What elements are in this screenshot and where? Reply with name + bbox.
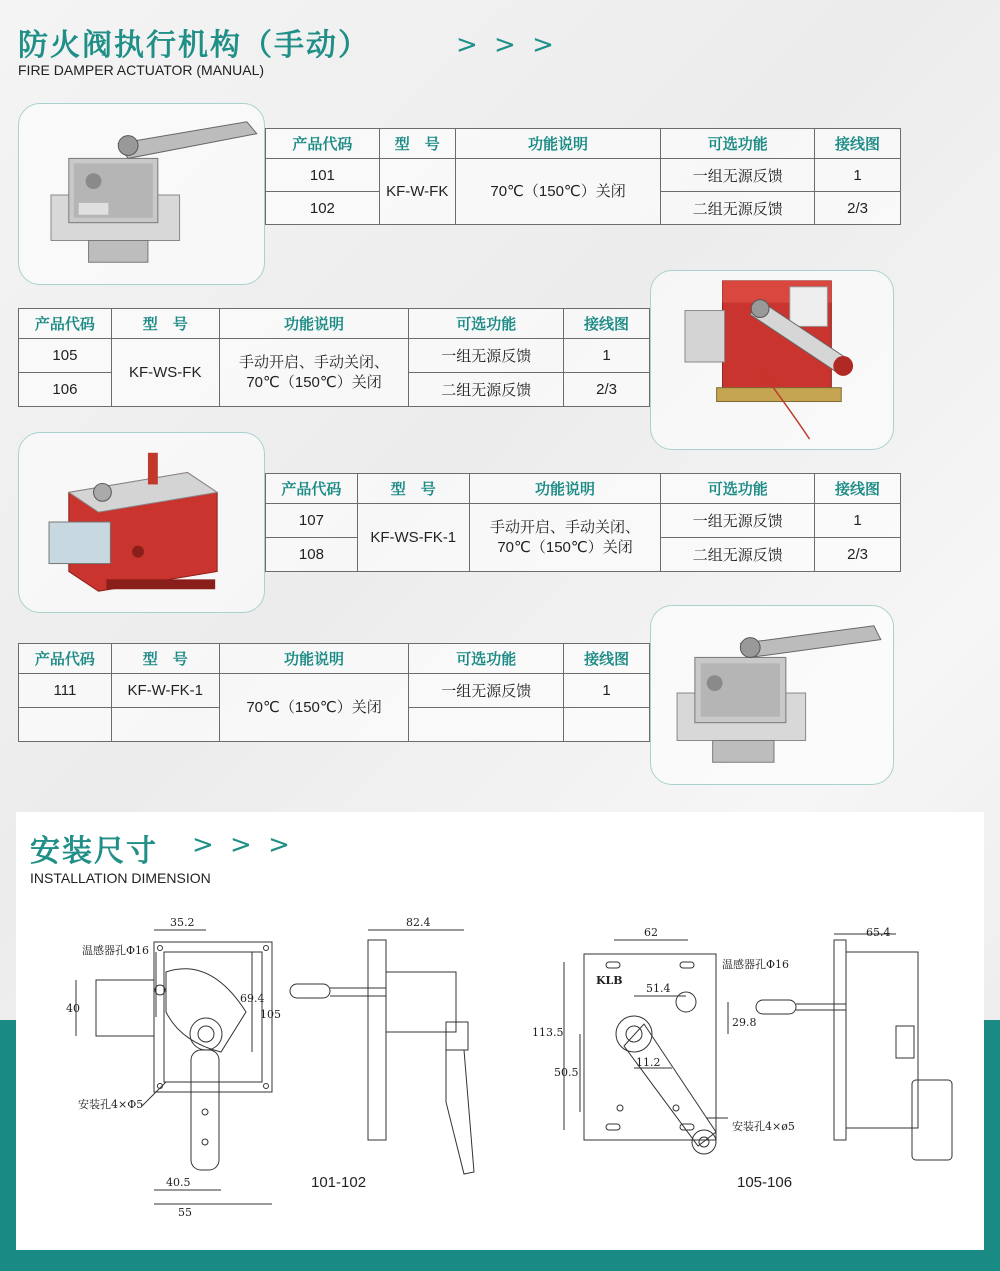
cell-function: 手动开启、手动关闭、70℃（150℃）关闭 (219, 339, 409, 407)
dim-298: 29.8 (732, 1016, 757, 1029)
dim-694: 69.4 (240, 992, 265, 1005)
spec-table-1 (265, 128, 901, 225)
spec-table-3 (265, 473, 901, 572)
cell-optional: 一组无源反馈 (409, 339, 564, 373)
product-photo-105 (650, 270, 894, 450)
cell-model: KF-W-FK-1 (111, 674, 219, 708)
col-optional: 可选功能 (409, 309, 564, 339)
silver-actuator-image (651, 606, 893, 784)
d1-sensor-label: 温感器孔Φ16 (82, 944, 150, 957)
dim-654: 65.4 (866, 926, 891, 939)
cell-code (19, 708, 112, 742)
spec-table-2 (18, 308, 650, 407)
dim-505: 50.5 (554, 1066, 579, 1079)
cell-code: 108 (266, 538, 358, 572)
cell-optional: 一组无源反馈 (661, 159, 815, 192)
chevron-right-icon: > > > (192, 830, 294, 860)
cell-code: 107 (266, 504, 358, 538)
col-model: 型 号 (111, 644, 219, 674)
dim-1135: 113.5 (532, 1026, 564, 1039)
cell-optional: 一组无源反馈 (661, 504, 815, 538)
cell-wiring: 2/3 (564, 373, 650, 407)
col-wiring: 接线图 (815, 129, 901, 159)
cell-function: 70℃（150℃）关闭 (219, 674, 409, 742)
red-actuator-open-image (19, 433, 264, 612)
cell-wiring: 2/3 (815, 538, 901, 572)
col-function: 功能说明 (219, 309, 409, 339)
install-subtitle: INSTALLATION DIMENSION (30, 870, 211, 886)
col-wiring: 接线图 (564, 644, 650, 674)
page-title: 防火阀执行机构（手动） (18, 28, 370, 63)
cell-function: 手动开启、手动关闭、70℃（150℃）关闭 (469, 504, 661, 572)
col-model: 型 号 (357, 474, 469, 504)
install-title: 安装尺寸 (30, 834, 158, 869)
cell-optional (409, 708, 564, 742)
cell-model: KF-W-FK (379, 159, 455, 225)
cell-code: 106 (19, 373, 112, 407)
dim-55: 55 (178, 1206, 192, 1219)
col-function: 功能说明 (455, 129, 661, 159)
cell-wiring: 1 (564, 674, 650, 708)
dimension-drawing (16, 812, 984, 1250)
dim-352: 35.2 (170, 916, 195, 929)
col-optional: 可选功能 (409, 644, 564, 674)
product-photo-111 (650, 605, 894, 785)
klb-logo: KLB (596, 974, 623, 987)
col-code: 产品代码 (19, 309, 112, 339)
col-wiring: 接线图 (564, 309, 650, 339)
cell-model: KF-WS-FK (111, 339, 219, 407)
cell-wiring: 2/3 (815, 192, 901, 225)
red-actuator-image (651, 271, 893, 449)
cell-optional: 二组无源反馈 (661, 538, 815, 572)
cell-optional: 二组无源反馈 (661, 192, 815, 225)
cell-optional: 一组无源反馈 (409, 674, 564, 708)
dim-824: 82.4 (406, 916, 431, 929)
spec-table-4 (18, 643, 650, 742)
product-photo-107 (18, 432, 265, 613)
col-model: 型 号 (111, 309, 219, 339)
product-photo-101 (18, 103, 265, 285)
installation-card (16, 812, 984, 1250)
col-model: 型 号 (379, 129, 455, 159)
col-optional: 可选功能 (661, 474, 815, 504)
cell-wiring: 1 (815, 159, 901, 192)
dim-40: 40 (66, 1002, 80, 1015)
col-code: 产品代码 (19, 644, 112, 674)
cell-wiring: 1 (564, 339, 650, 373)
cell-code: 101 (266, 159, 380, 192)
cell-code: 102 (266, 192, 380, 225)
chevron-right-icon: > > > (456, 30, 558, 60)
d1-plate (154, 942, 272, 1092)
col-function: 功能说明 (219, 644, 409, 674)
d1-mount-label: 安装孔4×Φ5 (78, 1098, 144, 1111)
d2-mount-label: 安装孔4×ø5 (732, 1120, 795, 1133)
drawing-label-101-102: 101-102 (311, 1174, 367, 1191)
drawing-label-105-106: 105-106 (737, 1174, 793, 1191)
col-code: 产品代码 (266, 474, 358, 504)
cell-optional: 二组无源反馈 (409, 373, 564, 407)
dim-514: 51.4 (646, 982, 671, 995)
dim-112: 11.2 (636, 1056, 661, 1069)
col-wiring: 接线图 (815, 474, 901, 504)
col-function: 功能说明 (469, 474, 661, 504)
col-code: 产品代码 (266, 129, 380, 159)
d2-sensor-label: 温感器孔Φ16 (722, 958, 790, 971)
page-subtitle: FIRE DAMPER ACTUATOR (MANUAL) (18, 62, 265, 78)
dim-405: 40.5 (166, 1176, 191, 1189)
dim-105: 105 (260, 1008, 281, 1021)
cell-wiring (564, 708, 650, 742)
cell-model: KF-WS-FK-1 (357, 504, 469, 572)
silver-actuator-image (19, 104, 264, 284)
cell-code: 105 (19, 339, 112, 373)
cell-code: 111 (19, 674, 112, 708)
col-optional: 可选功能 (661, 129, 815, 159)
cell-model (111, 708, 219, 742)
cell-wiring: 1 (815, 504, 901, 538)
dim-62: 62 (644, 926, 658, 939)
cell-function: 70℃（150℃）关闭 (455, 159, 661, 225)
